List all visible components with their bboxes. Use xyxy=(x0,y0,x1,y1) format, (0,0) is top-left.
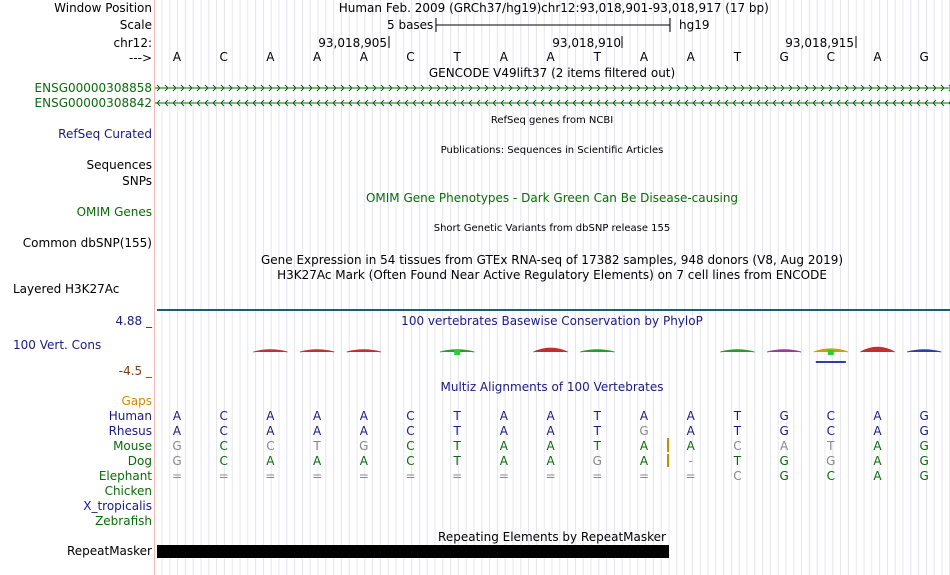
alignment-base: C xyxy=(219,409,228,423)
alignment-base: A xyxy=(266,454,275,468)
omim-label[interactable]: OMIM Genes xyxy=(76,205,152,219)
alignment-base: C xyxy=(826,409,835,423)
gtex-title: Gene Expression in 54 tissues from GTEx RNA-seq of 17382 samples, 948 donors (V8, Aug 2019) xyxy=(260,253,844,267)
scale-db: hg19 xyxy=(679,18,710,32)
alignment-base: T xyxy=(453,454,461,468)
alignment-base: - xyxy=(688,454,693,468)
conservation-mark xyxy=(861,347,895,352)
alignment-base: C xyxy=(406,439,415,453)
species-label-chicken[interactable]: Chicken xyxy=(104,484,152,498)
gaps-label: Gaps xyxy=(121,394,152,408)
gencode-item-2-track[interactable] xyxy=(155,96,950,110)
conservation-min: -4.5 _ xyxy=(118,364,152,378)
reference-base: A xyxy=(312,50,322,64)
reference-base: C xyxy=(406,50,415,64)
alignment-base: C xyxy=(406,454,415,468)
alignment-base: G xyxy=(919,439,929,453)
alignment-base: = xyxy=(452,469,463,483)
reference-base: A xyxy=(686,50,695,64)
alignment-base: A xyxy=(873,439,882,453)
alignment-base: T xyxy=(733,409,742,423)
alignment-base: A xyxy=(546,454,555,468)
refseq-label[interactable]: RefSeq Curated xyxy=(58,127,152,141)
alignment-base: C xyxy=(219,439,228,453)
reference-base: A xyxy=(639,50,649,64)
reference-base: A xyxy=(359,50,368,64)
publications-title: Publications: Sequences in Scientific Articles xyxy=(440,145,664,156)
repeatmasker-title: Repeating Elements by RepeatMasker xyxy=(438,530,666,544)
alignment-base: A xyxy=(873,409,882,423)
alignment-base: = xyxy=(592,469,603,483)
alignment-base: G xyxy=(826,454,836,468)
alignment-base: A xyxy=(312,454,322,468)
assembly-title: Human Feb. 2009 (GRCh37/hg19) xyxy=(338,1,542,15)
alignment-base: A xyxy=(546,424,555,438)
alignment-base: A xyxy=(359,409,368,423)
alignment-base: T xyxy=(593,409,601,423)
window-position: chr12:93,018,901-93,018,917 (17 bp) xyxy=(541,1,769,15)
alignment-base: T xyxy=(827,439,835,453)
alignment-base: = xyxy=(171,469,183,483)
alignment-base: T xyxy=(453,439,461,453)
multiz-title: Multiz Alignments of 100 Vertebrates xyxy=(440,380,664,394)
alignment-base: T xyxy=(733,454,742,468)
snps-label[interactable]: SNPs xyxy=(122,174,152,188)
reference-base: A xyxy=(172,50,182,64)
reference-base: A xyxy=(266,50,275,64)
conservation-mark xyxy=(907,350,941,352)
reference-base: A xyxy=(546,50,555,64)
conservation-mark xyxy=(767,350,801,352)
alignment-base: C xyxy=(733,439,742,453)
alignment-base: A xyxy=(359,454,368,468)
alignment-base: G xyxy=(779,454,789,468)
alignment-base: T xyxy=(593,424,601,438)
alignment-base: A xyxy=(312,409,322,423)
alignment-base: A xyxy=(779,439,789,453)
alignment-base: A xyxy=(499,409,508,423)
h3k27ac-title: H3K27Ac Mark (Often Found Near Active Regulatory Elements) on 7 cell lines from ENCODE xyxy=(277,268,827,282)
gencode-item-1-label[interactable]: ENSG00000308858 xyxy=(34,81,152,95)
scale-text: 5 bases xyxy=(387,18,434,32)
alignment-base: = xyxy=(545,469,556,483)
alignment-base: A xyxy=(172,424,182,438)
alignment-base: G xyxy=(919,424,929,438)
alignment-base: G xyxy=(779,424,789,438)
species-label-rhesus[interactable]: Rhesus xyxy=(108,424,152,438)
gencode-item-2-label[interactable]: ENSG00000308842 xyxy=(34,96,152,110)
reference-base: C xyxy=(826,50,835,64)
alignment-base: A xyxy=(639,409,649,423)
alignment-base: G xyxy=(779,409,789,423)
alignment-base: A xyxy=(686,439,695,453)
alignment-base: A xyxy=(873,469,882,483)
alignment-base: = xyxy=(265,469,276,483)
alignment-base: A xyxy=(172,409,182,423)
refseq-title: RefSeq genes from NCBI xyxy=(490,115,614,126)
reference-base: G xyxy=(919,50,929,64)
alignment-base: G xyxy=(779,469,789,483)
alignment-base: G xyxy=(359,439,369,453)
alignment-base: C xyxy=(826,469,835,483)
conservation-mark xyxy=(300,350,334,352)
reference-base: A xyxy=(873,50,882,64)
chrom-label: chr12: xyxy=(113,36,152,50)
alignment-base: A xyxy=(499,454,508,468)
tick-label-3: 93,018,915 xyxy=(785,36,854,50)
conservation-mark xyxy=(253,350,287,352)
ruler-ticks xyxy=(0,34,950,50)
species-label-zebrafish[interactable]: Zebrafish xyxy=(95,514,152,528)
alignment-base: A xyxy=(639,439,649,453)
conservation-mark xyxy=(534,348,568,352)
conservation-mark xyxy=(828,350,834,355)
alignment-base: A xyxy=(546,439,555,453)
alignment-base: C xyxy=(406,424,415,438)
reference-base: A xyxy=(499,50,508,64)
species-label-mouse[interactable]: Mouse xyxy=(113,439,152,453)
alignment-base: G xyxy=(172,454,182,468)
alignment-base: C xyxy=(219,424,228,438)
scale-bar xyxy=(434,17,674,33)
dbsnp-label[interactable]: Common dbSNP(155) xyxy=(22,236,152,250)
conservation-wiggle xyxy=(0,330,950,370)
alignment-base: A xyxy=(873,424,882,438)
alignment-base: T xyxy=(453,424,461,438)
alignment-base: G xyxy=(592,454,602,468)
sequences-label[interactable]: Sequences xyxy=(86,158,152,172)
alignment-base: C xyxy=(826,424,835,438)
conservation-max: 4.88 _ xyxy=(115,314,152,328)
alignment-gap-markers xyxy=(0,436,950,470)
alignment-base: T xyxy=(453,409,461,423)
species-label-x_tropicalis[interactable]: X_tropicalis xyxy=(83,499,152,513)
h3k27ac-label[interactable]: Layered H3K27Ac xyxy=(13,282,120,296)
window-position-label: Window Position xyxy=(54,1,152,15)
alignment-base: = xyxy=(312,469,323,483)
dbsnp-title: Short Genetic Variants from dbSNP release 155 xyxy=(433,223,671,234)
gencode-item-1-track[interactable] xyxy=(155,81,950,95)
alignment-base: G xyxy=(919,469,929,483)
alignment-base: A xyxy=(499,424,508,438)
alignment-base: T xyxy=(313,439,321,453)
repeatmasker-element[interactable] xyxy=(157,545,669,558)
alignment-base: G xyxy=(919,454,929,468)
species-label-elephant[interactable]: Elephant xyxy=(98,469,152,483)
conservation-label[interactable]: 100 Vert. Cons xyxy=(13,338,102,352)
alignment-base: = xyxy=(685,469,696,483)
reference-base: T xyxy=(593,50,601,64)
h3k27ac-signal-line xyxy=(157,309,950,311)
alignment-base: A xyxy=(873,454,882,468)
alignment-base: C xyxy=(733,469,742,483)
alignment-base: = xyxy=(498,469,509,483)
tick-label-2: 93,018,910 xyxy=(552,36,621,50)
alignment-base: A xyxy=(266,409,275,423)
reference-base: C xyxy=(219,50,228,64)
repeatmasker-label[interactable]: RepeatMasker xyxy=(66,544,152,558)
alignment-base: G xyxy=(172,439,182,453)
alignment-base: C xyxy=(219,454,228,468)
alignment-base: C xyxy=(266,439,275,453)
omim-title: OMIM Gene Phenotypes - Dark Green Can Be Disease-causing xyxy=(365,191,739,205)
alignment-base: A xyxy=(686,424,695,438)
scale-label: Scale xyxy=(119,18,152,32)
tick-label-1: 93,018,905 xyxy=(318,36,387,50)
alignment-base: C xyxy=(406,409,415,423)
conservation-mark xyxy=(580,350,614,352)
species-label-dog[interactable]: Dog xyxy=(127,454,152,468)
conservation-mark xyxy=(454,350,460,355)
gencode-title: GENCODE V49lift37 (2 items filtered out) xyxy=(428,66,676,80)
strand-label: ---> xyxy=(128,51,152,65)
conservation-title: 100 vertebrates Basewise Conservation by PhyloP xyxy=(401,314,703,328)
alignment-base: A xyxy=(686,409,695,423)
alignment-base: A xyxy=(639,454,649,468)
alignment-base: A xyxy=(546,409,555,423)
alignment-base: = xyxy=(358,469,369,483)
alignment-base: T xyxy=(593,439,601,453)
conservation-mark xyxy=(720,350,754,352)
species-label-human[interactable]: Human xyxy=(108,409,152,423)
alignment-base: = xyxy=(218,469,229,483)
alignment-base: T xyxy=(733,424,742,438)
alignment-base: A xyxy=(266,424,275,438)
alignment-base: A xyxy=(499,439,508,453)
conservation-mark xyxy=(347,350,381,352)
alignment-base: A xyxy=(359,424,368,438)
alignment-base: G xyxy=(919,409,929,423)
alignment-base: G xyxy=(639,424,649,438)
reference-base: T xyxy=(733,50,742,64)
reference-base: G xyxy=(779,50,789,64)
alignment-base: A xyxy=(312,424,322,438)
alignment-base: = xyxy=(638,469,650,483)
reference-base: T xyxy=(453,50,461,64)
alignment-base: = xyxy=(405,469,416,483)
